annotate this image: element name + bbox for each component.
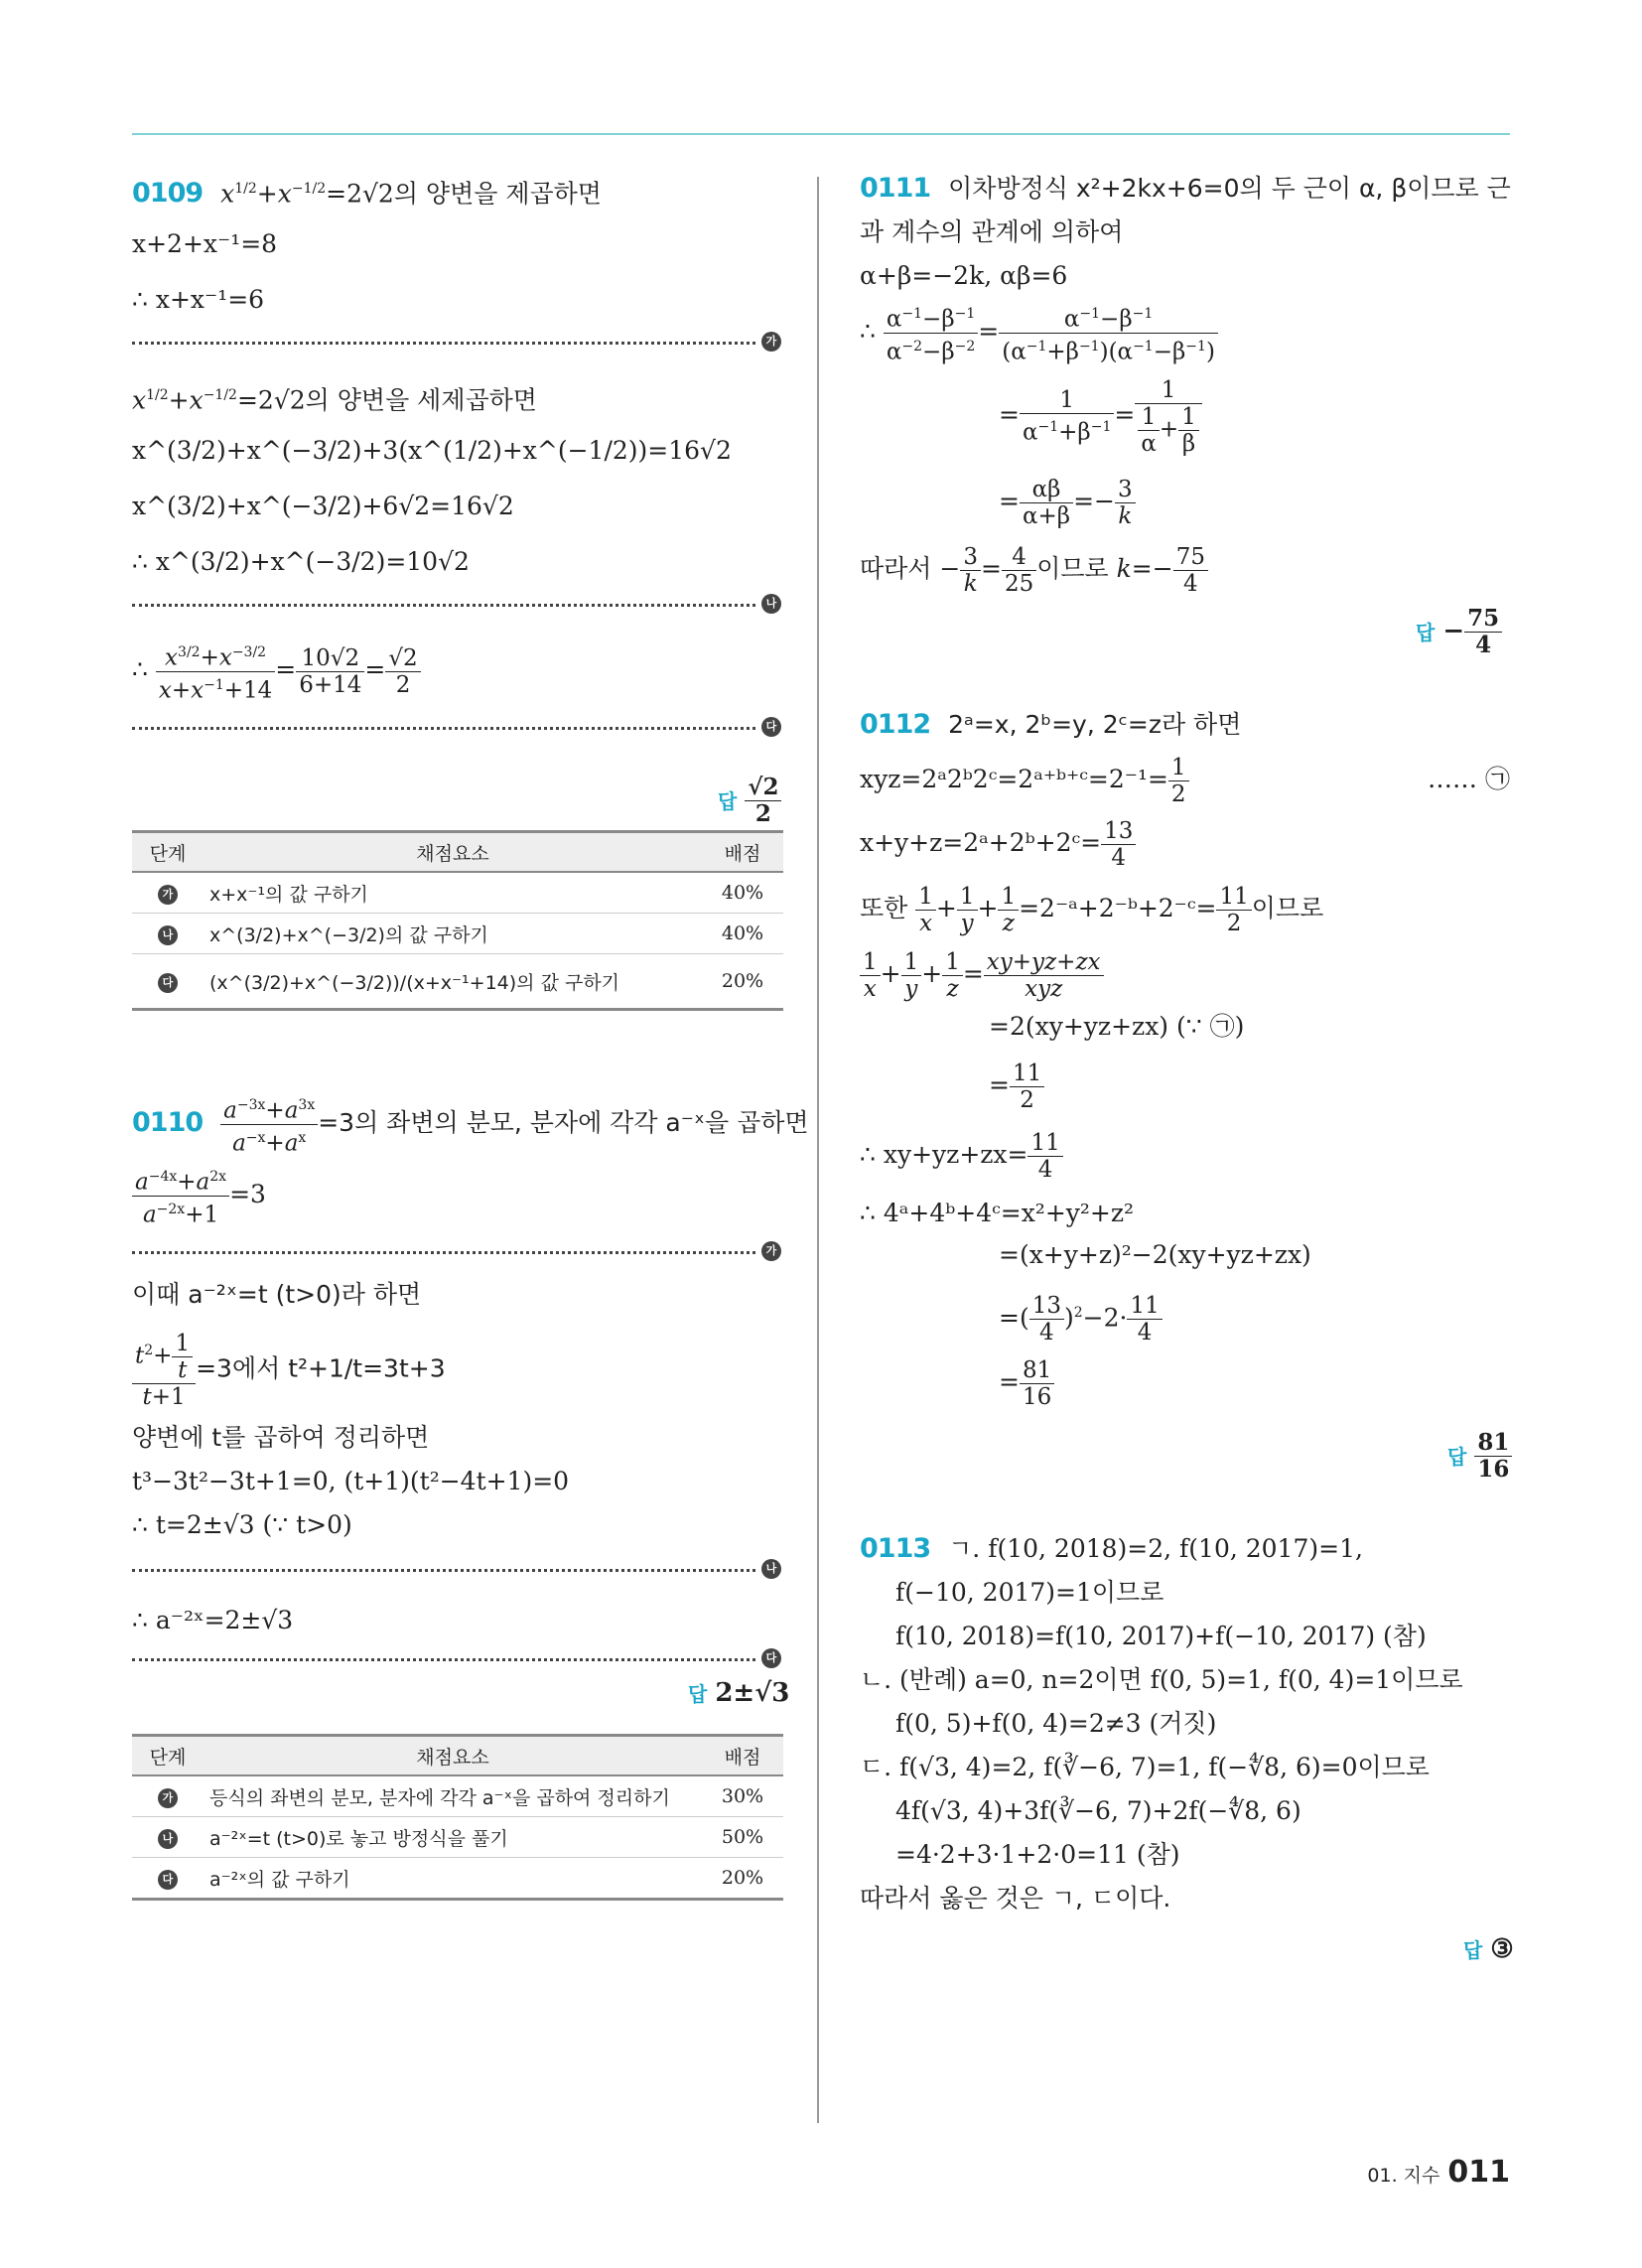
table-row: 다 a⁻²ˣ의 값 구하기 20%	[132, 1858, 783, 1900]
problem-0113-line-9: 따라서 옳은 것은 ㄱ, ㄷ이다.	[860, 1884, 1171, 1913]
answer-0110: 답 2±√3	[688, 1678, 790, 1708]
table-row: 가 x+x⁻¹의 값 구하기 40%	[132, 872, 783, 914]
problem-0109-line-6: x^(3/2)+x^(−3/2)+6√2=16√2	[132, 492, 514, 520]
step-divider	[132, 1251, 755, 1254]
problem-0113-line-4: ㄴ. (반례) a=0, n=2이면 f(0, 5)=1, f(0, 4)=1이므로	[860, 1665, 1463, 1694]
step-marker-da: 다	[761, 717, 781, 737]
step-divider	[132, 727, 755, 730]
problem-0109-line-3: ∴ x+x⁻¹=6	[132, 285, 265, 314]
problem-0110-line-7: ∴ t=2±√3 (∵ t>0)	[132, 1510, 352, 1539]
problem-0109-line-2: x+2+x⁻¹=8	[132, 229, 278, 258]
problem-0112-line-6: =2(xy+yz+zx) (∵ ㉠)	[989, 1012, 1245, 1041]
problem-0112-line-1: 0112 2ᵃ=x, 2ᵇ=y, 2ᶜ=z라 하면	[860, 709, 1242, 740]
column-divider	[817, 177, 819, 2123]
chapter-label: 01. 지수	[1367, 2165, 1440, 2187]
rubric-table-0110: 단계 채점요소 배점 가 등식의 좌변의 분모, 분자에 각각 a⁻ˣ을 곱하여 정리하기 30% 나 a⁻²ˣ=t (t>0)로 놓고 방정식을 풀기 50% 다 a⁻²ˣ의 값 구하기 20%	[132, 1734, 783, 1901]
problem-0112-line-9: ∴ 4ᵃ+4ᵇ+4ᶜ=x²+y²+z²	[860, 1199, 1135, 1227]
problem-0112-line-7: = $\frac{11}{2}$	[989, 1059, 1044, 1113]
step-marker-da: 다	[761, 1648, 781, 1668]
problem-0110-line-4: $t^2+$ $\frac{1}{t}$ t+1 =3에서 t²+1/t=3t+3	[132, 1331, 446, 1410]
problem-0113-line-2: f(−10, 2017)=1이므로	[895, 1578, 1164, 1607]
problem-0111-line-3: α+β=−2k, αβ=6	[860, 261, 1068, 290]
page-number: 011	[1447, 2155, 1510, 2190]
table-row: 나 x^(3/2)+x^(−3/2)의 값 구하기 40%	[132, 914, 783, 954]
problem-0110-line-2: $\frac{a^{-4x}+a^{2x}}{a^{-2x}+1}$ =3	[132, 1164, 266, 1228]
step-marker-ga: 가	[761, 332, 781, 352]
problem-0111-line-6: = $\frac{\alpha\beta}{\alpha+\beta}$ =− $\frac{3}{k}$	[999, 471, 1136, 532]
top-rule	[132, 133, 1510, 135]
problem-0112-line-4: 또한 $\frac{1}{x}$ + $\frac{1}{y}$ + $\frac{1}{z}$ =2⁻ᵃ+2⁻ᵇ+2⁻ᶜ= $\frac{11}{2}$ 이므로	[860, 884, 1324, 936]
problem-0110-line-1: 0110 $\frac{a^{-3x}+a^{3x}}{a^{-x}+a^x}$ =3의 좌변의 분모, 분자에 각각 a⁻ˣ을 곱하면	[132, 1092, 809, 1157]
problem-0109-line-7: ∴ x^(3/2)+x^(−3/2)=10√2	[132, 547, 470, 576]
problem-0111-line-7: 따라서 − $\frac{3}{k}$ = $\frac{4}{25}$ 이므로 k=− $\frac{75}{4}$	[860, 538, 1208, 600]
problem-0112-line-5: $\frac{1}{x}$ + $\frac{1}{y}$ + $\frac{1}{z}$ = $\frac{xy+yz+zx}{\text{xyz}}$	[860, 947, 1104, 1002]
problem-0109-line-8: ∴ $\frac{x^{3/2}+x^{-3/2}}{x+x^{-1}+14}$ = $\frac{10√2}{6+14}$ = $\frac{√2}{2}$	[132, 639, 421, 703]
problem-0111-line-1: 0111 이차방정식 x²+2kx+6=0의 두 근이 α, β이므로 근	[860, 173, 1511, 204]
table-row: 가 등식의 좌변의 분모, 분자에 각각 a⁻ˣ을 곱하여 정리하기 30%	[132, 1775, 783, 1817]
problem-0110-line-3: 이때 a⁻²ˣ=t (t>0)라 하면	[132, 1280, 422, 1309]
problem-0111-line-4: ∴ $\frac{\alpha^{-1}-\beta^{-1}}{\alpha^{-2}-\beta^{-2}}$ = $\frac{\alpha^{-1}-\beta^{-1}}{(\alpha^{-1}+\beta^{-1})(\alpha^{-1}-\beta^{-1})}$	[860, 300, 1218, 365]
answer-0113: 답 ③	[1463, 1934, 1514, 1964]
problem-0112-line-2: xyz=2ᵃ2ᵇ2ᶜ=2ᵃ⁺ᵇ⁺ᶜ=2⁻¹= $\frac{1}{2}$ …… ㉠	[860, 755, 1510, 807]
answer-0111: 답 − $\frac{75}{4}$	[1416, 606, 1502, 658]
problem-0113-line-7: 4f(√3, 4)+3f(∛−6, 7)+2f(−∜8, 6)	[895, 1796, 1301, 1825]
page-footer	[1367, 2155, 1510, 2190]
table-row: 나 a⁻²ˣ=t (t>0)로 놓고 방정식을 풀기 50%	[132, 1817, 783, 1858]
answer-0109: 답 $\frac{√2}{2}$	[718, 775, 781, 827]
step-divider	[132, 1658, 755, 1661]
problem-0113-line-6: ㄷ. f(√3, 4)=2, f(∛−6, 7)=1, f(−∜8, 6)=0이므로	[860, 1753, 1430, 1781]
problem-0113-line-3: f(10, 2018)=f(10, 2017)+f(−10, 2017) (참)	[895, 1622, 1427, 1650]
step-marker-ga: 가	[761, 1241, 781, 1261]
problem-0111-line-5: = $\frac{1}{\alpha^{-1}+\beta^{-1}}$ = 1 $\frac{1}{\alpha}$ + $\frac{1}{\beta}$	[999, 373, 1202, 457]
problem-0112-line-8: ∴ xy+yz+zx= $\frac{11}{4}$	[860, 1128, 1063, 1183]
table-row: 다 (x^(3/2)+x^(−3/2))/(x+x⁻¹+14)의 값 구하기 20%	[132, 954, 783, 1010]
step-marker-na: 나	[761, 594, 781, 614]
problem-0110-line-6: t³−3t²−3t+1=0, (t+1)(t²−4t+1)=0	[132, 1467, 570, 1495]
step-divider	[132, 342, 755, 345]
problem-0109-line-5: x^(3/2)+x^(−3/2)+3(x^(1/2)+x^(−1/2))=16√2	[132, 436, 732, 465]
problem-0109-line-1: 0109 $x^{1/2}+x^{-1/2}=2√2$의 양변을 제곱하면	[132, 178, 602, 210]
problem-0112-line-10: =(x+y+z)²−2(xy+yz+zx)	[999, 1240, 1311, 1269]
problem-0111-line-2: 과 계수의 관계에 의하여	[860, 217, 1124, 246]
problem-number: 0109	[132, 178, 204, 210]
problem-0113-line-8: =4·2+3·1+2·0=11 (참)	[895, 1840, 1180, 1869]
problem-0110-line-8: ∴ a⁻²ˣ=2±√3	[132, 1606, 294, 1634]
problem-0110-line-5: 양변에 t를 곱하여 정리하면	[132, 1423, 430, 1452]
step-marker-na: 나	[761, 1559, 781, 1579]
problem-0109-line-4: $x^{1/2}+x^{-1/2}=2√2$의 양변을 세제곱하면	[132, 385, 537, 415]
problem-0113-line-1: 0113 ㄱ. f(10, 2018)=2, f(10, 2017)=1,	[860, 1533, 1363, 1564]
problem-0113-line-5: f(0, 5)+f(0, 4)=2≠3 (거짓)	[895, 1709, 1217, 1738]
step-divider	[132, 1569, 755, 1572]
answer-0112: 답 $\frac{81}{16}$	[1447, 1430, 1512, 1483]
problem-0112-line-3: x+y+z=2ᵃ+2ᵇ+2ᶜ= $\frac{13}{4}$	[860, 816, 1136, 871]
problem-0112-line-12: = $\frac{81}{16}$	[999, 1354, 1054, 1410]
rubric-table-0109: 단계 채점요소 배점 가 x+x⁻¹의 값 구하기 40% 나 x^(3/2)+x^(−3/2)의 값 구하기 40% 다 (x^(3/2)+x^(−3/2))/(x+x⁻¹+14)의 값 구하기 20%	[132, 830, 783, 1011]
problem-0112-line-11: =( $\frac{13}{4}$ )$^2$−2· $\frac{11}{4}$	[999, 1285, 1163, 1346]
step-divider	[132, 604, 755, 607]
